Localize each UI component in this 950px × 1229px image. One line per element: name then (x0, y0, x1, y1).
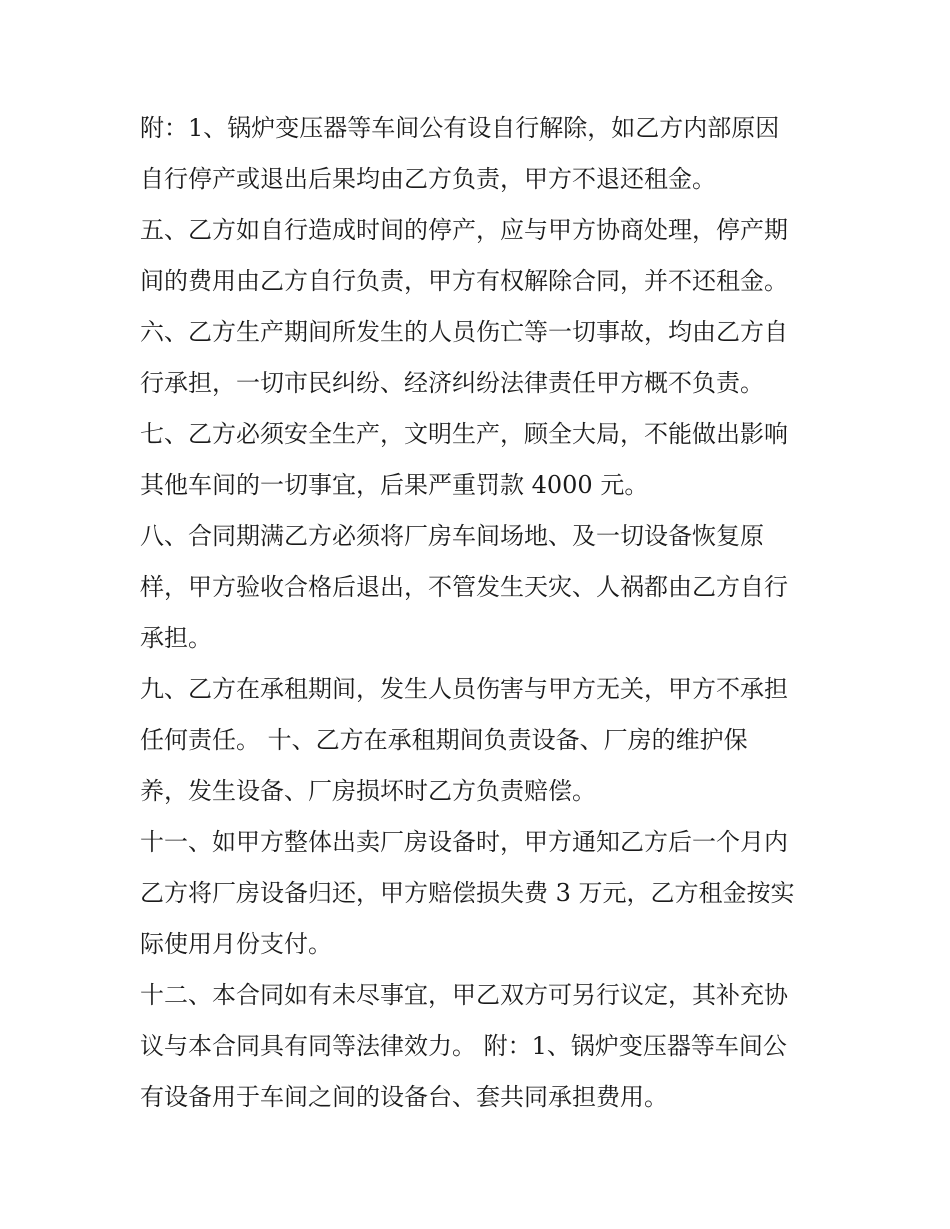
text-line-1: 附：1、锅炉变压器等车间公有设自行解除，如乙方内部原因 (140, 114, 780, 142)
text-line-2: 自行停产或退出后果均由乙方负责，甲方不退还租金。 (140, 165, 716, 193)
text-line-16: 乙方将厂房设备归还，甲方赔偿损失费 3 万元，乙方租金按实 (140, 879, 795, 907)
text-line-5: 六、乙方生产期间所发生的人员伤亡等一切事故，均由乙方自 (140, 318, 788, 346)
text-line-4: 间的费用由乙方自行负责，甲方有权解除合同，并不还租金。 (140, 267, 788, 295)
text-line-13: 任何责任。 十、乙方在承租期间负责设备、厂房的维护保 (140, 726, 748, 754)
text-line-10: 样，甲方验收合格后退出，不管发生天灾、人祸都由乙方自行 (140, 573, 788, 601)
text-line-11: 承担。 (140, 624, 212, 652)
text-line-9: 八、合同期满乙方必须将厂房车间场地、及一切设备恢复原 (140, 522, 764, 550)
text-line-18: 十二、本合同如有未尽事宜，甲乙双方可另行议定，其补充协 (140, 981, 788, 1009)
text-line-8: 其他车间的一切事宜，后果严重罚款 4000 元。 (140, 471, 649, 499)
text-line-19: 议与本合同具有同等法律效力。 附：1、锅炉变压器等车间公 (140, 1032, 787, 1060)
text-line-14: 养，发生设备、厂房损坏时乙方负责赔偿。 (140, 777, 596, 805)
text-line-3: 五、乙方如自行造成时间的停产，应与甲方协商处理，停产期 (140, 216, 788, 244)
text-line-20: 有设备用于车间之间的设备台、套共同承担费用。 (140, 1083, 668, 1111)
text-line-17: 际使用月份支付。 (140, 930, 332, 958)
text-line-15: 十一、如甲方整体出卖厂房设备时，甲方通知乙方后一个月内 (140, 828, 788, 856)
text-line-6: 行承担，一切市民纠纷、经济纠纷法律责任甲方概不负责。 (140, 369, 764, 397)
text-line-7: 七、乙方必须安全生产，文明生产，顾全大局，不能做出影响 (140, 420, 788, 448)
document-body (140, 103, 830, 1123)
text-line-12: 九、乙方在承租期间，发生人员伤害与甲方无关，甲方不承担 (140, 675, 788, 703)
